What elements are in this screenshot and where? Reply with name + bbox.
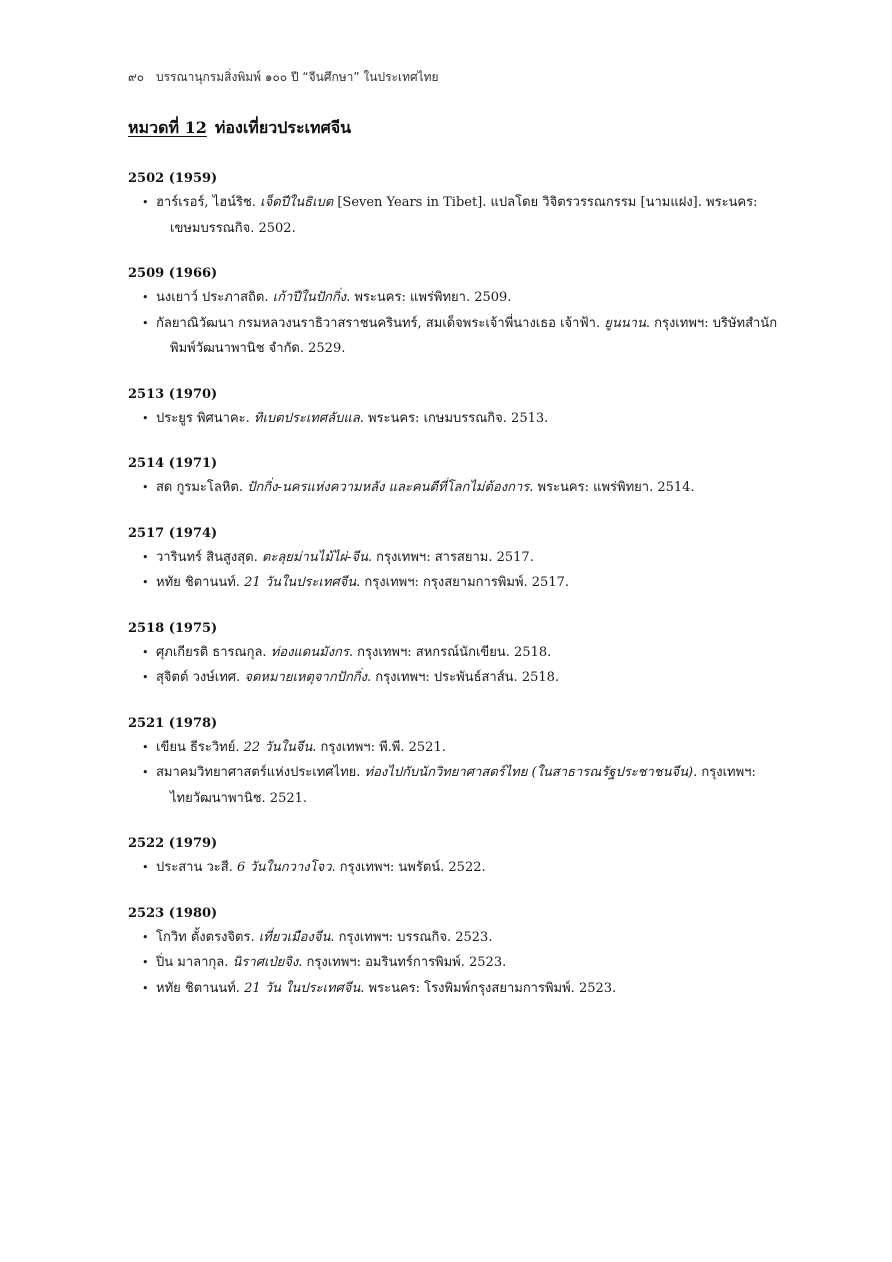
page-number: ๙๐ <box>128 70 145 84</box>
bibliography-entry <box>128 925 778 951</box>
entry-title: 22 วันในจีน <box>243 739 313 755</box>
entry-publication: . พระนคร: เกษมบรรณกิจ. 2513. <box>359 410 549 426</box>
year-group <box>128 618 778 691</box>
entry-author: นงเยาว์ ประภาสถิต. <box>156 290 269 305</box>
entry-title: ยูนนาน <box>604 315 646 331</box>
year-heading: 2522 (1979) <box>128 836 218 851</box>
entry-publication: . กรุงเทพฯ: ประพันธ์สาส์น. 2518. <box>367 670 560 685</box>
bullet-icon: • <box>142 576 149 589</box>
entry-publication: . กรุงเทพฯ: ไทยวัฒนาพานิช. 2521. <box>170 765 756 806</box>
entry-title: ท่องแดนมังกร <box>270 644 349 660</box>
entry-author: วารินทร์ สินสูงสุด. <box>156 549 258 565</box>
bullet-icon: • <box>142 740 149 754</box>
entry-publication: . พระนคร: แพร่พิทยา. 2509. <box>346 290 512 305</box>
bibliography-entry <box>128 190 778 241</box>
entry-author: ประสาน วะสี. <box>156 860 233 875</box>
bullet-icon: • <box>142 291 149 304</box>
entry-author: กัลยาณิวัฒนา กรมหลวงนราธิวาสราชนครินทร์, สมเด็จพระเจ้าพี่นางเธอ เจ้าฟ้า. <box>156 315 601 331</box>
entry-publication: . กรุงเทพฯ: บรรณกิจ. 2523. <box>330 929 493 945</box>
bibliography-entry <box>128 950 778 976</box>
entry-author: ปิ่น มาลากุล. <box>156 955 229 970</box>
bibliography-entry <box>128 640 778 666</box>
entry-title: เที่ยวเมืองจีน <box>258 929 331 945</box>
entry-publication: . กรุงเทพฯ: สารสยาม. 2517. <box>367 549 534 565</box>
year-group <box>128 168 778 241</box>
bullet-icon: • <box>142 645 149 659</box>
year-heading: 2518 (1975) <box>128 620 218 636</box>
entry-publication: . กรุงเทพฯ: พี.พี. 2521. <box>312 739 446 755</box>
bibliography-entry <box>128 475 778 501</box>
running-title: บรรณานุกรมสิ่งพิมพ์ ๑๐๐ ปี “จีนศึกษา” ในประเทศไทย <box>155 70 439 84</box>
bibliography-list <box>128 168 778 1023</box>
entry-title: เจ็ดปีในธิเบต <box>260 195 334 210</box>
year-group <box>128 523 778 596</box>
entry-author: สุจิตต์ วงษ์เทศ. <box>156 670 241 685</box>
entry-title: เก้าปีในปักกิ่ง <box>272 290 347 305</box>
year-group <box>128 903 778 1002</box>
bibliography-entry <box>128 665 778 691</box>
entry-publication: . พระนคร: โรงพิมพ์กรุงสยามการพิมพ์. 2523. <box>360 980 617 996</box>
entry-author: หทัย ชิตานนท์. <box>156 980 240 996</box>
year-heading: 2521 (1978) <box>128 715 218 731</box>
bullet-icon: • <box>142 316 149 330</box>
entry-author: สด กูรมะโลหิต. <box>156 480 244 495</box>
entry-title: 21 วันในประเทศจีน <box>244 575 357 590</box>
bibliography-entry <box>128 976 778 1002</box>
bullet-icon: • <box>142 481 149 494</box>
entry-author: ประยูร พิศนาคะ. <box>156 410 250 426</box>
bullet-icon: • <box>142 766 149 779</box>
bibliography-entry <box>128 285 778 311</box>
year-heading: 2523 (1980) <box>128 905 218 921</box>
entry-title: 6 วันในกวางโจว <box>236 860 332 875</box>
bullet-icon: • <box>142 671 149 684</box>
entry-publication: . กรุงเทพฯ: บริษัทสำนักพิมพ์วัฒนาพานิช จำกัด. 2529. <box>170 315 778 356</box>
entry-author: โกวิท ตั้งตรงจิตร. <box>156 929 255 945</box>
year-group <box>128 453 778 501</box>
bullet-icon: • <box>142 861 149 874</box>
entry-publication: . พระนคร: แพร่พิทยา. 2514. <box>529 480 695 495</box>
running-header <box>128 68 439 87</box>
entry-title: นิราศเป่ยจิง <box>232 955 299 970</box>
bullet-icon: • <box>142 411 149 425</box>
chapter-heading <box>128 116 351 141</box>
entry-publication: . กรุงเทพฯ: นพรัตน์. 2522. <box>331 860 486 875</box>
bibliography-entry <box>128 760 778 811</box>
entry-title: ตะลุยม่านไม้ไผ่-จีน <box>261 549 368 565</box>
entry-publication: . กรุงเทพฯ: อมรินทร์การพิมพ์. 2523. <box>298 955 507 970</box>
bullet-icon: • <box>142 930 149 944</box>
entry-publication: . กรุงเทพฯ: กรุงสยามการพิมพ์. 2517. <box>356 575 569 590</box>
entry-title: 21 วัน ในประเทศจีน <box>244 980 361 996</box>
chapter-title: ท่องเที่ยวประเทศจีน <box>214 118 352 137</box>
year-heading: 2509 (1966) <box>128 266 218 281</box>
bibliography-entry <box>128 311 778 362</box>
entry-author: ฮาร์เรอร์, ไฮน์ริช. <box>156 195 256 210</box>
entry-author: ศุภเกียรติ ธารณกุล. <box>156 644 267 660</box>
year-group <box>128 263 778 362</box>
entry-publication: [Seven Years in Tibet]. แปลโดย วิจิตรวรรณกรรม [นามแฝง]. พระนคร: เขษมบรรณกิจ. 2502. <box>170 195 758 236</box>
bullet-icon: • <box>142 550 149 564</box>
bibliography-entry <box>128 570 778 596</box>
bibliography-entry <box>128 545 778 571</box>
bullet-icon: • <box>142 956 149 969</box>
bibliography-entry <box>128 406 778 432</box>
entry-title: ท่องไปกับนักวิทยาศาสตร์ไทย (ในสาธารณรัฐประชาชนจีน) <box>364 765 694 780</box>
entry-title: จดหมายเหตุจากปักกิ่ง <box>244 670 368 685</box>
entry-author: เขียน ธีระวิทย์. <box>156 739 240 755</box>
entry-publication: . กรุงเทพฯ: สหกรณ์นักเขียน. 2518. <box>348 644 552 660</box>
entry-title: ทิเบตประเทศลับแล <box>253 410 360 426</box>
entry-author: หทัย ชิตานนท์. <box>156 575 240 590</box>
bibliography-entry <box>128 735 778 761</box>
year-heading: 2513 (1970) <box>128 386 218 402</box>
chapter-label: หมวดที่ 12 <box>128 118 207 137</box>
bullet-icon: • <box>142 196 149 209</box>
year-heading: 2502 (1959) <box>128 171 218 186</box>
entry-title: ปักกิ่ง-นครแห่งความหลัง และคนดีที่โลกไม่ต้องการ <box>247 480 530 495</box>
year-heading: 2514 (1971) <box>128 456 218 471</box>
year-heading: 2517 (1974) <box>128 525 218 541</box>
bullet-icon: • <box>142 981 149 995</box>
year-group <box>128 713 778 812</box>
bibliography-entry <box>128 855 778 881</box>
year-group <box>128 833 778 881</box>
entry-author: สมาคมวิทยาศาสตร์แห่งประเทศไทย. <box>156 765 361 780</box>
year-group <box>128 384 778 432</box>
